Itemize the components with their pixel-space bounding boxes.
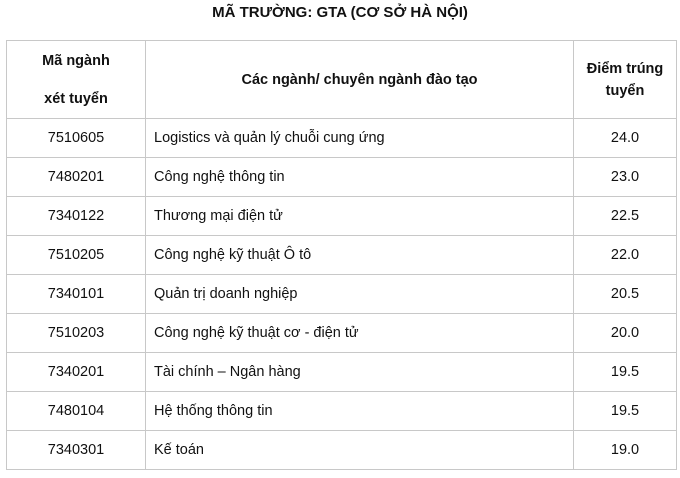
table-row	[7, 431, 677, 470]
cell-name: Công nghệ thông tin	[146, 158, 574, 197]
table-row	[7, 392, 677, 431]
column-header-code	[7, 41, 146, 119]
column-header-score	[574, 41, 677, 119]
cell-name: Logistics và quản lý chuỗi cung ứng	[146, 119, 574, 158]
cell-code: 7340301	[7, 431, 146, 470]
cell-code: 7480201	[7, 158, 146, 197]
column-header-score-line2: tuyển	[605, 82, 645, 99]
cell-score: 19.5	[574, 392, 677, 431]
cell-score: 20.5	[574, 275, 677, 314]
cell-code: 7480104	[7, 392, 146, 431]
cell-code: 7510205	[7, 236, 146, 275]
cell-score: 20.0	[574, 314, 677, 353]
cell-score: 22.5	[574, 197, 677, 236]
admission-scores-table	[6, 40, 677, 470]
column-header-score-line1: Điểm trúng	[586, 60, 664, 77]
column-header-name: Các ngành/ chuyên ngành đào tạo	[146, 41, 574, 119]
column-header-code-line1: Mã ngành	[42, 52, 110, 69]
cell-name: Thương mại điện tử	[146, 197, 574, 236]
cell-code: 7510203	[7, 314, 146, 353]
table-row	[7, 353, 677, 392]
cell-name: Hệ thống thông tin	[146, 392, 574, 431]
cell-score: 22.0	[574, 236, 677, 275]
cell-code: 7340201	[7, 353, 146, 392]
cell-name: Công nghệ kỹ thuật cơ - điện tử	[146, 314, 574, 353]
cell-score: 19.5	[574, 353, 677, 392]
table-row	[7, 197, 677, 236]
table-row	[7, 236, 677, 275]
cell-name: Tài chính – Ngân hàng	[146, 353, 574, 392]
column-header-code-line2: xét tuyển	[44, 90, 108, 107]
cell-code: 7510605	[7, 119, 146, 158]
page-title: MÃ TRƯỜNG: GTA (CƠ SỞ HÀ NỘI)	[212, 4, 468, 21]
table-row	[7, 314, 677, 353]
cell-code: 7340101	[7, 275, 146, 314]
table-row	[7, 275, 677, 314]
cell-score: 19.0	[574, 431, 677, 470]
cell-code: 7340122	[7, 197, 146, 236]
cell-name: Công nghệ kỹ thuật Ô tô	[146, 236, 574, 275]
cell-name: Kế toán	[146, 431, 574, 470]
table-row	[7, 158, 677, 197]
cell-name: Quản trị doanh nghiệp	[146, 275, 574, 314]
cell-score: 24.0	[574, 119, 677, 158]
table-row	[7, 119, 677, 158]
table-header-row	[7, 41, 677, 119]
cell-score: 23.0	[574, 158, 677, 197]
